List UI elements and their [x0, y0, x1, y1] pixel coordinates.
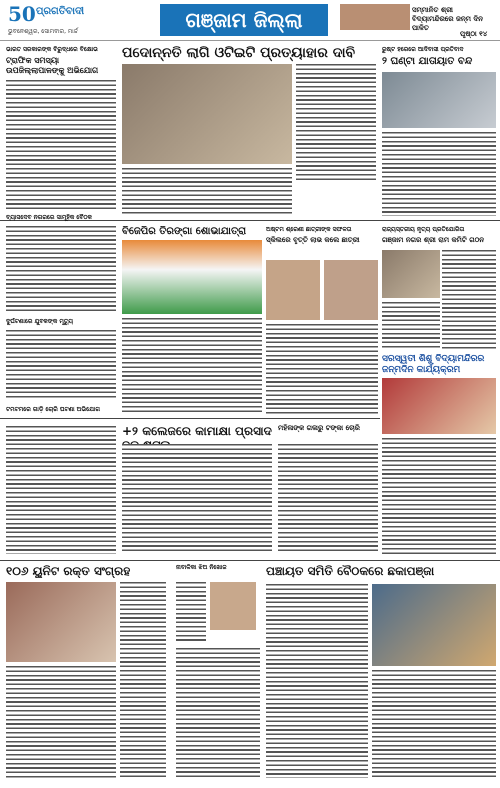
- left-mid-body: [6, 226, 116, 314]
- girl-photo: [210, 582, 256, 630]
- girl-body: [176, 648, 260, 778]
- divider-3: [0, 560, 500, 561]
- traffic-photo: [382, 72, 496, 128]
- school-photo: [382, 378, 496, 434]
- main-headline: ପଦୋନ୍ନତି ଲାଗି ଓଟିଇଟି ପ୍ରତ୍ୟାହାର ଦାବି: [122, 45, 356, 61]
- student-photo-2: [324, 260, 378, 320]
- scholarship-body: [266, 324, 378, 414]
- panchayat-body-2: [372, 670, 496, 778]
- scholarship-kicker: ଅଷ୍ଟମ ଶ୍ରେଣୀ ଛାତ୍ରୀଙ୍କ ସଫଳତା: [266, 226, 352, 233]
- plus2-body: [122, 444, 272, 554]
- left-mid2-body: [6, 330, 116, 400]
- blood-body: [120, 582, 166, 778]
- bjp-headline: ବିଜେପିର ତିରଙ୍ଗା ଶୋଭାଯାତ୍ରା: [122, 226, 247, 237]
- right-mid-headline: ଗଞ୍ଜାମ ନଗର ଶ୍ରୀ ରାମ କମିଟି ଗଠନ: [382, 236, 485, 244]
- school-headline: ସରସ୍ୱତୀ ଶିଶୁ ବିଦ୍ୟାମନ୍ଦିରର ଜନ୍ମଦିନ କାର୍ଯ୍ୟକ୍ରମ: [382, 354, 485, 375]
- committee-photo: [382, 250, 440, 298]
- divider-2: [0, 418, 380, 419]
- plus2-headline: +୨ କଲେଜରେ କାମାକ୍ଷା ପ୍ରସାଦ: [122, 424, 272, 438]
- left-mid-headline: ବ୍ୟାସଦେବ ନଗରରେ ସାମୂହିକ ବୈଠକ: [6, 214, 92, 221]
- panchayat-photo: [372, 584, 496, 666]
- right-top-headline: ୨ ଘଣ୍ଟା ଯାତାୟାତ ବନ୍ଦ: [382, 56, 473, 67]
- main-body-right: [296, 64, 376, 180]
- scholarship-headline: ସ୍କିଲରେ ବୃତ୍ତି ଲାଭ କଲେ ଛାତ୍ରୀ: [266, 236, 360, 244]
- left-top-headline: ଟ୍ରାଫିକ ସମସ୍ୟା ଉପଜିଲ୍ଲାପାଳଙ୍କୁ ଅଭିଯୋଗ: [6, 56, 99, 75]
- left-low-headline: ଟମଟମରେ ଗାଡ଼ି ଚୋରି ଘଟଣା ଅଭିଯୋଗ: [6, 406, 100, 413]
- right-top-kicker: ରୁଷ୍ଟ ହରେରେ ଆଦିବାସୀ ପ୍ରତିବାଦ: [382, 46, 464, 53]
- right-mid-body: [442, 250, 496, 350]
- bjp-body: [122, 318, 262, 414]
- logo-name: ପ୍ରଗତିବାଦୀ: [36, 6, 85, 17]
- top-right-photo: [340, 4, 410, 30]
- top-right-headline: ସମ୍ମାନିତ ଶ୍ରୀ ବିଦ୍ୟାମନ୍ଦିରରେ ଜନ୍ମ ଦିନ ପାଳିତ: [412, 6, 484, 32]
- left-top-kicker: ଭାରତ ସରକାରଙ୍କ ବିରୁଦ୍ଧରେ ବିକ୍ଷୋଭ: [6, 46, 98, 53]
- main-photo: [122, 64, 292, 164]
- left-mid2-headline: ଦୁର୍ଘଟଣାରେ ଯୁବକଙ୍କ ମୃତ୍ୟୁ: [6, 318, 74, 325]
- blood-body-2: [6, 666, 116, 778]
- student-photo-1: [266, 260, 320, 320]
- logo-number: 50: [8, 2, 36, 26]
- district-title: ଗଞ୍ଜାମ ଜିଲ୍ଲା: [160, 4, 328, 36]
- money-headline: ମହିଳାଙ୍କ ଗଳାରୁ ଟଙ୍କା ଚୋରି: [278, 424, 360, 432]
- money-body: [278, 444, 378, 554]
- right-mid-body-2: [382, 302, 440, 350]
- right-mid-kicker: ରାଜ୍ୟସ୍ତରୀୟ ନୃତ୍ୟ ପ୍ରତିଯୋଗିତା: [382, 226, 465, 233]
- blood-headline: ୧୦୬ ୟୁନିଟ ରକ୍ତ ସଂଗ୍ରହ: [6, 564, 131, 578]
- left-top-body: [6, 80, 116, 212]
- panchayat-body: [266, 584, 368, 778]
- blood-photo: [6, 582, 116, 662]
- date-line: ଭୁବନେଶ୍ୱର, ସୋମବାର, ମାର୍ଚ୍ଚ: [8, 28, 78, 35]
- panchayat-headline: ପଞ୍ଚାୟତ ସମିତି ବୈଠକରେ ଛକାପଞ୍ଜା: [266, 564, 435, 578]
- left-low-body: [6, 426, 116, 554]
- right-top-body: [382, 132, 496, 216]
- girl-caption: [176, 582, 206, 642]
- girl-kicker: ନାବାଳିକା ଝିଅ ନିଖୋଜ: [176, 564, 227, 571]
- school-body: [382, 438, 496, 554]
- page-label: ପୃଷ୍ଠା ୧୪: [460, 30, 488, 38]
- main-body-bottom: [122, 168, 292, 216]
- tricolor-photo: [122, 240, 262, 314]
